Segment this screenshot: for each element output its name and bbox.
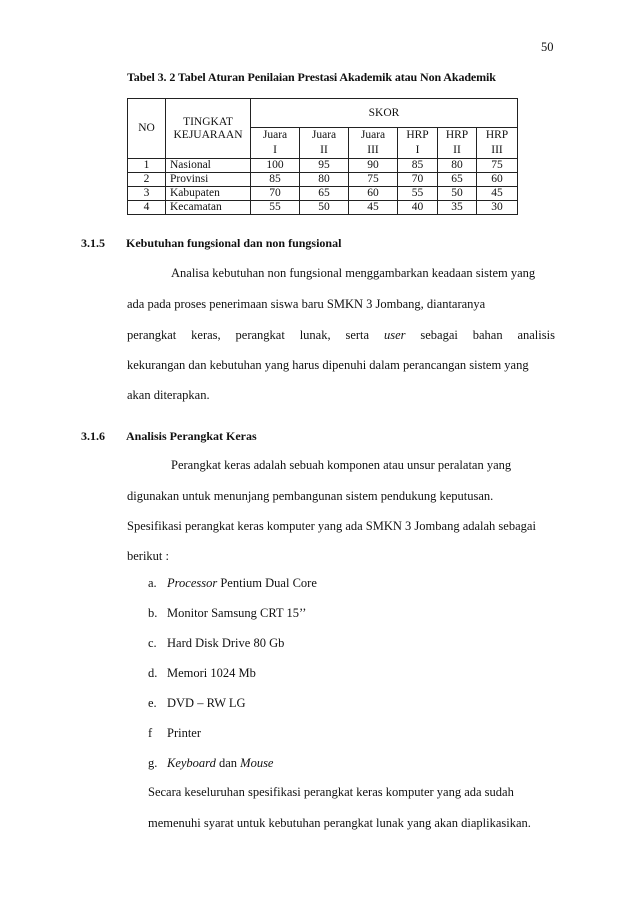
list-text-rest: dan [215, 756, 241, 770]
list-marker: d. [148, 666, 158, 680]
paragraph-line: ada pada proses penerimaan siswa baru SMKN 3 Jombang, diantaranya [127, 297, 486, 311]
list-item [148, 636, 448, 656]
cell-value: 30 [477, 201, 518, 215]
cell-no: 4 [128, 201, 166, 215]
cell-value: 65 [438, 173, 477, 187]
cell-no: 3 [128, 187, 166, 201]
cell-value: 80 [300, 173, 349, 187]
word: sebagai [420, 328, 458, 342]
cell-level: Kecamatan [166, 201, 251, 215]
paragraph-line: Spesifikasi perangkat keras komputer yang ada SMKN 3 Jombang adalah sebagai [127, 519, 536, 533]
header-no: NO [128, 99, 166, 159]
cell-no: 2 [128, 173, 166, 187]
header-label: Juara [360, 129, 386, 141]
header-skor: SKOR [251, 99, 518, 128]
paragraph-line: berikut : [127, 549, 170, 563]
list-item [148, 576, 448, 596]
cell-value: 45 [349, 201, 398, 215]
word: keras, [191, 328, 221, 342]
cell-value: 35 [438, 201, 477, 215]
cell-value: 95 [300, 159, 349, 173]
list-text: Printer [167, 726, 202, 740]
cell-value: 70 [251, 187, 300, 201]
table-row [128, 187, 518, 201]
cell-value: 55 [251, 201, 300, 215]
word: lunak, [299, 328, 331, 342]
cell-value: 65 [300, 187, 349, 201]
paragraph-line: Analisa kebutuhan non fungsional menggambarkan keadaan sistem yang [171, 266, 536, 280]
cell-value: 40 [398, 201, 438, 215]
paragraph-line: digunakan untuk menunjang pembangunan sistem pendukung keputusan. [127, 489, 494, 503]
italic-term: Keyboard [167, 756, 216, 770]
section-number: 3.1.5 [81, 236, 105, 250]
header-label: III [491, 144, 503, 156]
cell-value: 50 [300, 201, 349, 215]
header-juara-3 [349, 128, 398, 159]
word: bahan [472, 328, 503, 342]
word: serta [345, 328, 370, 342]
word: perangkat [127, 328, 177, 342]
header-label: III [367, 144, 379, 156]
list-text: Monitor Samsung CRT 15’’ [167, 606, 307, 620]
section-title: Analisis Perangkat Keras [126, 429, 257, 443]
page-number: 50 [541, 40, 554, 54]
paragraph-line: kekurangan dan kebutuhan yang harus dipenuhi dalam perancangan sistem yang [127, 358, 529, 372]
cell-value: 60 [349, 187, 398, 201]
header-hrp-2 [438, 128, 477, 159]
header-juara-2 [300, 128, 349, 159]
list-marker: a. [148, 576, 157, 590]
italic-term: Mouse [240, 756, 274, 770]
list-marker: g. [148, 756, 158, 770]
list-text: Hard Disk Drive 80 Gb [167, 636, 285, 650]
cell-no: 1 [128, 159, 166, 173]
cell-value: 80 [438, 159, 477, 173]
table-header-row [128, 99, 518, 128]
table-row [128, 159, 518, 173]
header-label: Juara [311, 129, 337, 141]
list-text-rest: Pentium Dual Core [217, 576, 317, 590]
paragraph-line: Perangkat keras adalah sebuah komponen atau unsur peralatan yang [171, 458, 512, 472]
cell-value: 85 [251, 173, 300, 187]
word: perangkat [235, 328, 285, 342]
cell-level: Kabupaten [166, 187, 251, 201]
cell-value: 75 [349, 173, 398, 187]
cell-value: 75 [477, 159, 518, 173]
header-label: HRP [485, 129, 509, 141]
list-text [167, 756, 273, 771]
cell-value: 90 [349, 159, 398, 173]
table-row [128, 201, 518, 215]
header-label: I [273, 144, 277, 156]
list-marker: b. [148, 606, 158, 620]
header-tingkat-line2: KEJUARAAN [173, 128, 243, 141]
list-item [148, 606, 448, 626]
section-number: 3.1.6 [81, 429, 105, 443]
paragraph-line-justified [127, 328, 555, 343]
cell-value: 45 [477, 187, 518, 201]
paragraph-line: akan diterapkan. [127, 388, 210, 402]
award-score-table [127, 98, 518, 215]
header-tingkat [166, 99, 251, 159]
list-text [167, 576, 317, 591]
word: analisis [517, 328, 555, 342]
paragraph-line: memenuhi syarat untuk kebutuhan perangkat lunak yang akan diaplikasikan. [148, 816, 531, 830]
header-label: II [320, 144, 328, 156]
list-marker: f [148, 726, 153, 740]
cell-value: 50 [438, 187, 477, 201]
header-tingkat-line1: TINGKAT [183, 115, 233, 128]
paragraph-line: Secara keseluruhan spesifikasi perangkat keras komputer yang ada sudah [148, 785, 514, 799]
list-text: Memori 1024 Mb [167, 666, 256, 680]
list-marker: e. [148, 696, 157, 710]
header-label: HRP [406, 129, 429, 141]
list-item [148, 666, 448, 686]
header-label: Juara [262, 129, 288, 141]
cell-level: Provinsi [166, 173, 251, 187]
list-marker: c. [148, 636, 157, 650]
cell-value: 60 [477, 173, 518, 187]
cell-value: 100 [251, 159, 300, 173]
cell-value: 70 [398, 173, 438, 187]
list-text: DVD – RW LG [167, 696, 246, 710]
header-label: HRP [445, 129, 469, 141]
section-title: Kebutuhan fungsional dan non fungsional [126, 236, 342, 250]
cell-value: 55 [398, 187, 438, 201]
list-item [148, 756, 448, 776]
header-hrp-1 [398, 128, 438, 159]
cell-value: 85 [398, 159, 438, 173]
list-item [148, 696, 448, 716]
table-caption: Tabel 3. 2 Tabel Aturan Penilaian Prestasi Akademik atau Non Akademik [127, 70, 496, 84]
word-italic: user [383, 328, 406, 342]
italic-term: Processor [167, 576, 218, 590]
header-label: I [415, 144, 420, 156]
table-row [128, 173, 518, 187]
header-label: II [453, 144, 461, 156]
cell-level: Nasional [166, 159, 251, 173]
list-item [148, 726, 448, 746]
header-hrp-3 [477, 128, 518, 159]
header-juara-1 [251, 128, 300, 159]
